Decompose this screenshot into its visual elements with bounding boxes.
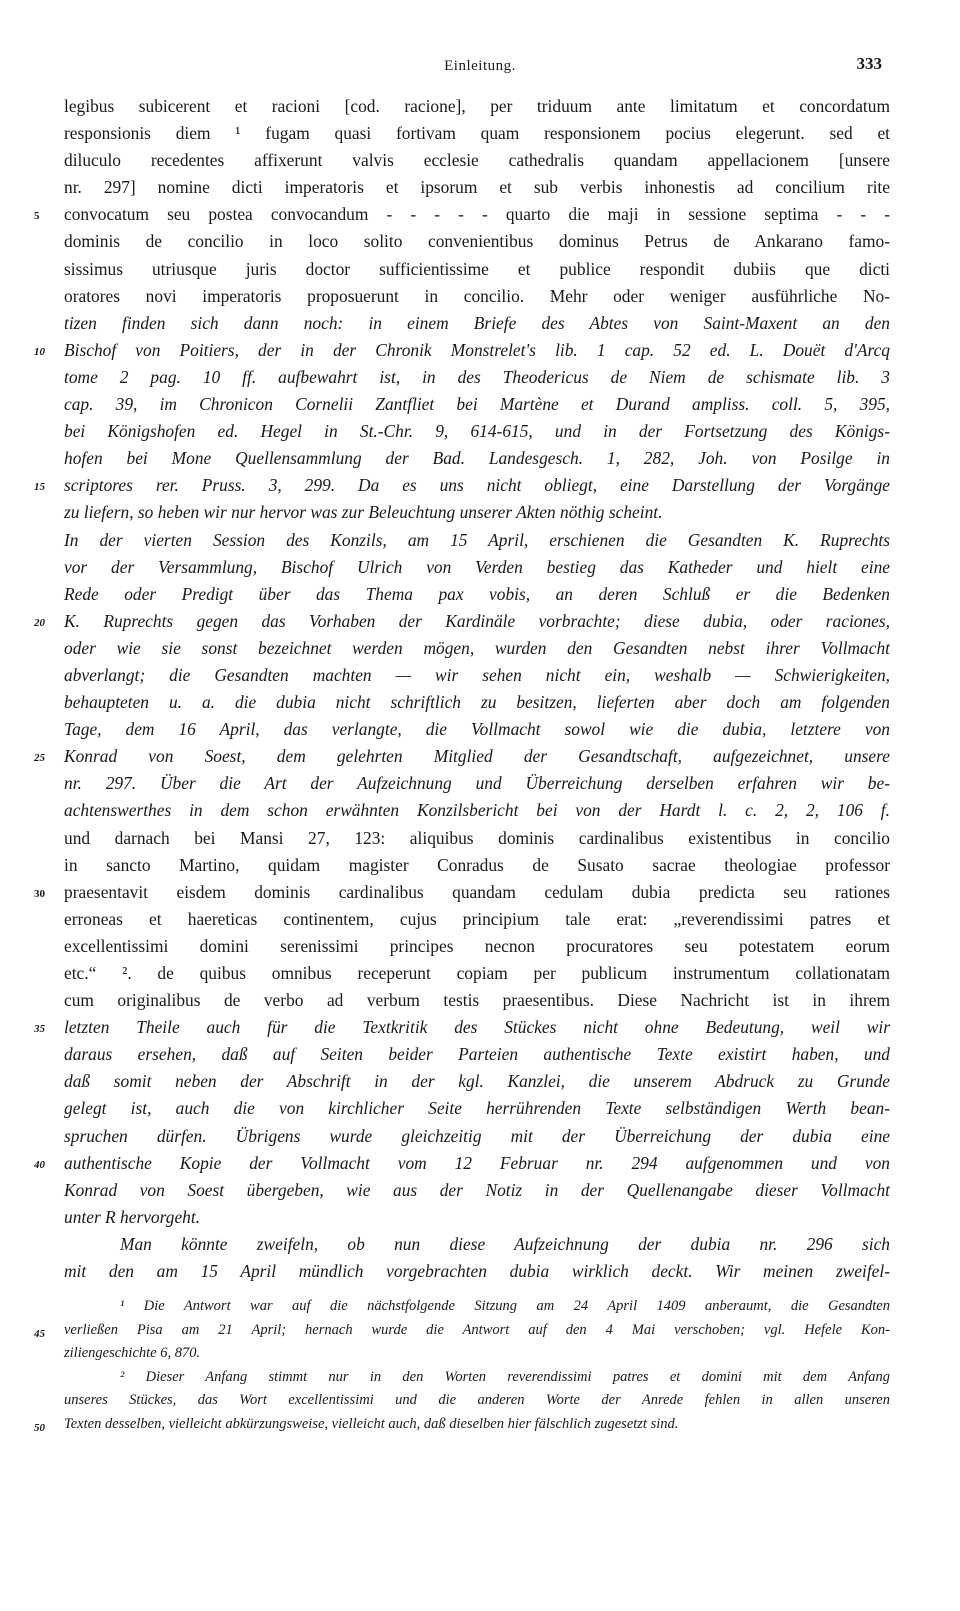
text-line	[34, 201, 890, 228]
line-text: responsionis diem ¹ fugam quasi fortivam quam responsionem pocius elegerunt. sed et	[64, 123, 890, 144]
text-line	[64, 1177, 890, 1204]
line-text: Texten desselben, vielleicht abkürzungsweise, vielleicht auch, daß dieselben hier fälschlich zugesetzt sind.	[64, 1415, 679, 1432]
line-text: excellentissimi domini serenissimi principes necnon procuratores seu potestatem eorum	[64, 935, 890, 956]
line-text: und darnach bei Mansi 27, 123: aliquibus dominis cardinalibus existentibus in concilio	[64, 827, 890, 848]
line-number: 35	[34, 1023, 45, 1036]
text-line	[64, 581, 890, 608]
line-text: In der vierten Session des Konzils, am 15 April, erschienen die Gesandten K. Ruprechts	[64, 529, 890, 550]
text-line	[64, 933, 890, 960]
text-line	[64, 689, 890, 716]
line-text: daraus ersehen, daß auf Seiten beider Parteien authentische Texte existirt haben, und	[64, 1044, 890, 1065]
text-line	[64, 283, 890, 310]
line-text: cum originalibus de verbo ad verbum testis praesentibus. Diese Nachricht ist in ihrem	[64, 990, 890, 1011]
text-line	[64, 174, 890, 201]
main-text-block	[34, 93, 890, 1285]
footnote-line	[64, 1366, 890, 1390]
text-line	[64, 391, 890, 418]
text-line	[34, 472, 890, 499]
footnote-line	[34, 1413, 890, 1437]
text-line	[64, 1068, 890, 1095]
line-text: dominis de concilio in loco solito convenientibus dominus Petrus de Ankarano famo-	[64, 231, 890, 252]
page-number: 333	[856, 54, 882, 73]
line-text: letzten Theile auch für die Textkritik des Stückes nicht ohne Bedeutung, weil wir	[64, 1017, 890, 1038]
line-text: ziliengeschichte 6, 870.	[64, 1345, 201, 1361]
line-text: etc.“ ². de quibus omnibus receperunt copiam per publicum instrumentum collationatam	[64, 963, 890, 983]
line-text: nr. 297. Über die Art der Aufzeichnung und Überreichung derselben erfahren wir be-	[64, 773, 890, 794]
line-text: unter R hervorgeht.	[64, 1206, 201, 1227]
line-text: achtenswerthes in dem schon erwähnten Konzilsbericht bei von der Hardt l. c. 2, 2, 106 f.	[64, 800, 890, 821]
line-text: Konrad von Soest übergeben, wie aus der Notiz in der Quellenangabe dieser Vollmacht	[64, 1179, 890, 1200]
line-text: tome 2 pag. 10 ff. aufbewahrt ist, in des Theodericus de Niem de schismate lib. 3	[64, 366, 890, 387]
line-number: 25	[34, 752, 45, 765]
text-line	[34, 879, 890, 906]
line-text: sissimus utriusque juris doctor sufficientissime et publice respondit dubiis que dicti	[64, 258, 890, 279]
text-line	[64, 147, 890, 174]
text-line	[64, 1258, 890, 1285]
text-line	[64, 987, 890, 1014]
line-text: ¹ Die Antwort war auf die nächstfolgende Sitzung am 24 April 1409 anberaumt, die Gesandten	[120, 1298, 890, 1314]
line-number: 45	[34, 1327, 45, 1340]
line-text: in sancto Martino, quidam magister Conradus de Susato sacrae theologiae professor	[64, 854, 890, 875]
line-number: 30	[34, 887, 45, 900]
line-number: 10	[34, 345, 45, 358]
line-number: 50	[34, 1421, 45, 1434]
line-text: mit den am 15 April mündlich vorgebrachten dubia wirklich deckt. Wir meinen zweifel-	[64, 1261, 890, 1282]
line-text: erroneas et haereticas continentem, cujus principium tale erat: „reverendissimi patres et	[64, 908, 890, 929]
line-text: zu liefern, so heben wir nur hervor was zur Beleuchtung unserer Akten nöthig scheint.	[64, 502, 663, 523]
line-text: daß somit neben der Abschrift in der kgl. Kanzlei, die unserem Abdruck zu Grunde	[64, 1071, 890, 1092]
text-line	[64, 960, 890, 987]
line-text: Tage, dem 16 April, das verlangte, die Vollmacht sowol wie die dubia, letztere von	[64, 719, 890, 740]
line-number: 20	[34, 616, 45, 629]
text-line	[64, 120, 890, 147]
line-number: 40	[34, 1158, 45, 1171]
line-text: Konrad von Soest, dem gelehrten Mitglied der Gesandtschaft, aufgezeichnet, unsere	[64, 746, 890, 767]
text-line	[34, 337, 890, 364]
line-text: K. Ruprechts gegen das Vorhaben der Kardinäle vorbrachte; diese dubia, oder raciones,	[64, 610, 890, 631]
text-line	[64, 310, 890, 337]
text-line	[64, 852, 890, 879]
line-text: bei Königshofen ed. Hegel in St.-Chr. 9, 614-615, und in der Fortsetzung des Königs-	[64, 421, 890, 442]
text-line	[34, 1014, 890, 1041]
line-text: verließen Pisa am 21 April; hernach wurde die Antwort auf den 4 Mai verschoben; vgl. Hefele Kon-	[64, 1321, 890, 1338]
line-text: oder wie sie sonst bezeichnet werden mögen, wurden den Gesandten nebst ihrer Vollmacht	[64, 637, 890, 658]
text-line	[64, 256, 890, 283]
footnote-line	[64, 1342, 890, 1366]
text-line	[34, 1150, 890, 1177]
text-line	[64, 1231, 890, 1258]
text-line	[64, 1123, 890, 1150]
line-text: ² Dieser Anfang stimmt nur in den Worten reverendissimi patres et domini mit dem Anfang	[120, 1368, 890, 1385]
footnotes-block	[34, 1295, 890, 1436]
line-text: hofen bei Mone Quellensammlung der Bad. Landesgesch. 1, 282, Joh. von Posilge in	[64, 448, 890, 469]
line-text: scriptores rer. Pruss. 3, 299. Da es uns nicht obliegt, eine Darstellung der Vorgänge	[64, 475, 890, 496]
text-line	[64, 825, 890, 852]
text-line	[64, 554, 890, 581]
text-line	[64, 662, 890, 689]
line-text: praesentavit eisdem dominis cardinalibus quandam cedulam dubia predicta seu rationes	[64, 881, 890, 902]
line-text: oratores novi imperatoris proposuerunt in concilio. Mehr oder weniger ausführliche No-	[64, 285, 890, 306]
footnote-line	[64, 1389, 890, 1413]
line-text: Man könnte zweifeln, ob nun diese Aufzeichnung der dubia nr. 296 sich	[120, 1233, 890, 1254]
text-line	[64, 716, 890, 743]
line-text: authentische Kopie der Vollmacht vom 12 Februar nr. 294 aufgenommen und von	[64, 1152, 890, 1173]
line-text: behaupteten u. a. die dubia nicht schriftlich zu besitzen, lieferten aber doch am folgenden	[64, 692, 890, 713]
line-text: convocatum seu postea convocandum - - - - - quarto die maji in sessione septima - - -	[64, 204, 890, 225]
text-line	[64, 1041, 890, 1068]
text-line	[64, 1204, 890, 1231]
line-number: 5	[34, 210, 40, 223]
text-line	[64, 418, 890, 445]
text-line	[64, 797, 890, 824]
running-header: Einleitung.	[444, 58, 516, 74]
line-text: vor der Versammlung, Bischof Ulrich von Verden bestieg das Katheder und hielt eine	[64, 556, 890, 577]
line-text: abverlangt; die Gesandten machten — wir sehen nicht ein, weshalb — Schwierigkeiten,	[64, 664, 890, 685]
text-line	[64, 445, 890, 472]
footnote-line	[34, 1319, 890, 1343]
footnote-line	[64, 1295, 890, 1319]
line-text: Bischof von Poitiers, der in der Chronik Monstrelet's lib. 1 cap. 52 ed. L. Douët d'Arcq	[64, 339, 890, 360]
line-text: legibus subicerent et racioni [cod. racione], per triduum ante limitatum et concordatum	[64, 96, 890, 116]
line-text: diluculo recedentes affixerunt valvis ecclesie cathedralis quandam appellacionem [unsere	[64, 150, 890, 171]
text-line	[34, 743, 890, 770]
line-text: tizen finden sich dann noch: in einem Briefe des Abtes von Saint-Maxent an den	[64, 312, 890, 333]
text-line	[64, 1095, 890, 1122]
text-line	[34, 608, 890, 635]
line-text: cap. 39, im Chronicon Cornelii Zantfliet bei Martène et Durand ampliss. coll. 5, 395,	[64, 394, 890, 415]
text-line	[64, 527, 890, 554]
line-text: gelegt ist, auch die von kirchlicher Seite herrührenden Texte selbständigen Werth bean-	[64, 1098, 890, 1119]
line-text: nr. 297] nomine dicti imperatoris et ipsorum et sub verbis inhonestis ad concilium rite	[64, 177, 890, 198]
text-line	[64, 499, 890, 526]
line-text: Rede oder Predigt über das Thema pax vobis, an deren Schluß er die Bedenken	[64, 583, 890, 604]
line-text: spruchen dürfen. Übrigens wurde gleichzeitig mit der Überreichung der dubia eine	[64, 1125, 890, 1146]
text-line	[64, 635, 890, 662]
text-line	[64, 906, 890, 933]
line-text: unseres Stückes, das Wort excellentissimi und die anderen Worte der Anrede fehlen in allen unseren	[64, 1392, 890, 1408]
text-line	[64, 228, 890, 255]
text-line	[64, 770, 890, 797]
text-line	[64, 93, 890, 120]
line-number: 15	[34, 481, 45, 494]
text-line	[64, 364, 890, 391]
